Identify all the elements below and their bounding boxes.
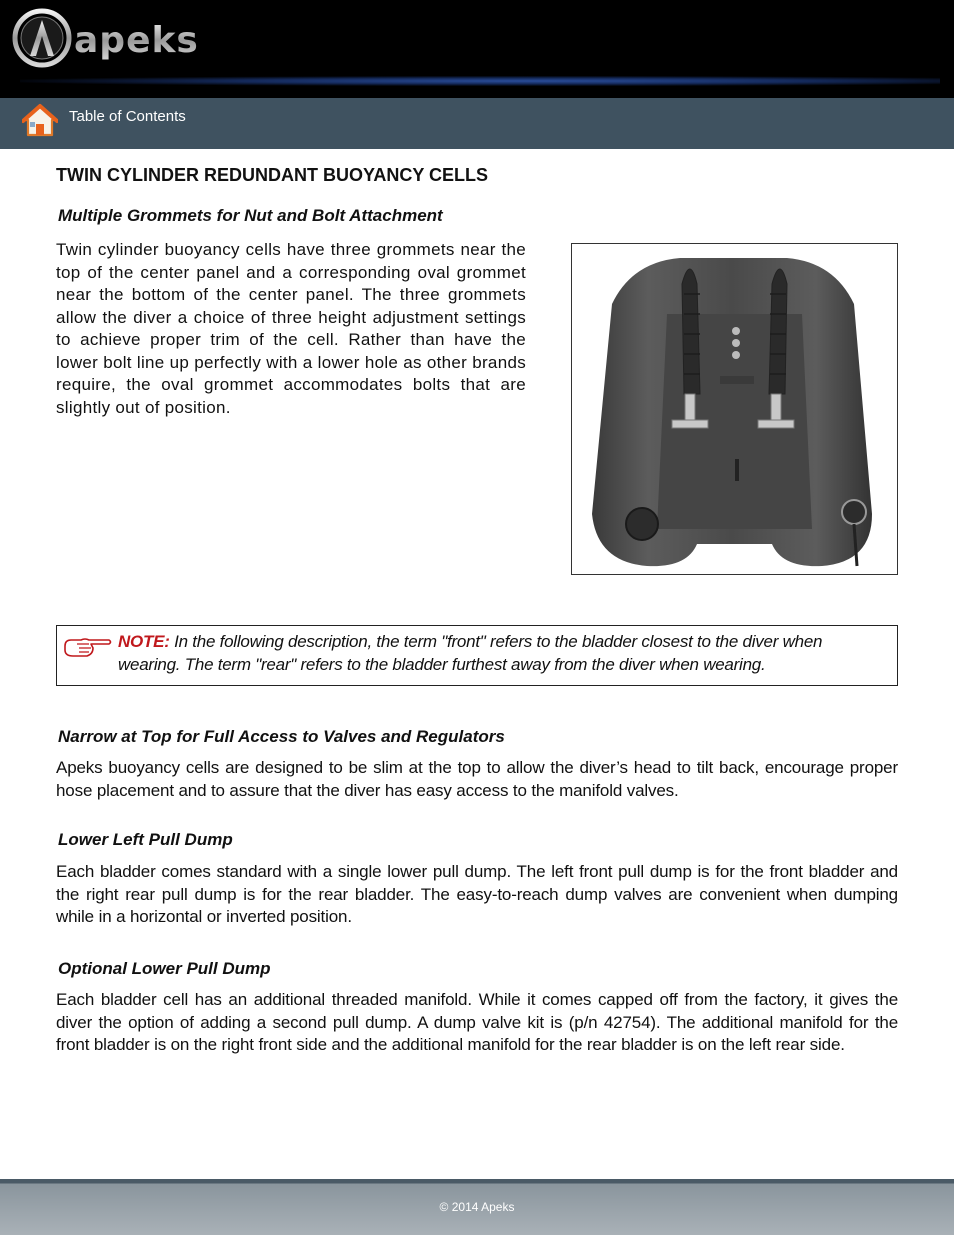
page-header	[0, 0, 954, 98]
text-line: accommodates bolts that are slightly out of position.	[56, 375, 526, 417]
text-line: adjustment settings to achieve proper trim of the cell.	[56, 307, 526, 349]
buoyancy-cell-illustration	[572, 244, 897, 574]
note-text-block	[118, 630, 888, 676]
pointing-hand-icon	[63, 634, 113, 660]
table-of-contents-link[interactable]: Table of Contents	[69, 108, 186, 125]
text-line: Twin cylinder buoyancy cells have three grommets	[56, 240, 455, 259]
section-heading-narrow-top: Narrow at Top for Full Access to Valves and Regulators	[58, 727, 505, 746]
section-body-grommets	[56, 239, 526, 419]
text-line: gives the diver the option of adding a second pull dump. A dump valve kit is (p/n 42754). The additional	[56, 990, 898, 1032]
text-line: Each bladder cell has an additional threaded manifold. While it comes capped off from the factory, it	[56, 990, 823, 1009]
text-line: oval grommet near the bottom of the center panel. The	[56, 262, 526, 304]
section-body-lower-left-dump	[56, 861, 898, 929]
nav-bar	[0, 98, 954, 149]
brand-wordmark: apeks	[74, 20, 199, 61]
text-line: near the top of the center panel and a corresponding	[56, 240, 526, 282]
note-body: In the following description, the term "front" refers to the bladder closest to the diver when wearing. The term "rear" refers to the bladder furthest away from the diver when wearing.	[118, 632, 823, 674]
section-heading-optional-dump: Optional Lower Pull Dump	[58, 959, 271, 978]
section-heading-grommets: Multiple Grommets for Nut and Bolt Attachment	[58, 206, 443, 225]
section-heading-lower-left-dump: Lower Left Pull Dump	[58, 830, 233, 849]
section-body-optional-dump	[56, 989, 898, 1057]
section-body-narrow-top	[56, 757, 898, 802]
copyright-text: © 2014 Apeks	[439, 1200, 515, 1214]
apeks-logo	[12, 6, 242, 70]
header-glow-line	[20, 76, 940, 86]
home-icon[interactable]	[22, 103, 58, 137]
text-line: proper hose placement and to assure that the diver has easy access to the manifold valves.	[56, 758, 898, 800]
page-title: TWIN CYLINDER REDUNDANT BUOYANCY CELLS	[56, 165, 489, 185]
note-label: NOTE:	[118, 632, 170, 651]
page-footer	[0, 1179, 954, 1235]
text-line: lower hole as other brands require, the oval grommet	[56, 352, 526, 394]
text-line: dumping while in a horizontal or inverted position.	[56, 884, 898, 926]
text-line: Each bladder comes standard with a single lower pull dump. The left front pull dump is for the front bladder	[56, 862, 865, 881]
text-line: is on the left rear side.	[681, 1035, 845, 1054]
text-line: three grommets allow the diver a choice of three height	[56, 285, 527, 327]
buoyancy-cell-photo	[571, 243, 898, 575]
text-line: and the right rear pull dump is for the rear bladder. The easy-to-reach dump valves are convenient when	[56, 862, 898, 904]
text-line: Rather than have the lower bolt line up perfectly with a	[56, 330, 527, 372]
note-box	[56, 625, 898, 686]
text-line: manifold for the front bladder is on the right front side and the additional manifold for the rear bladder	[56, 1012, 898, 1054]
text-line: Apeks buoyancy cells are designed to be slim at the top to allow the diver’s head to tilt back, encourage	[56, 758, 844, 777]
